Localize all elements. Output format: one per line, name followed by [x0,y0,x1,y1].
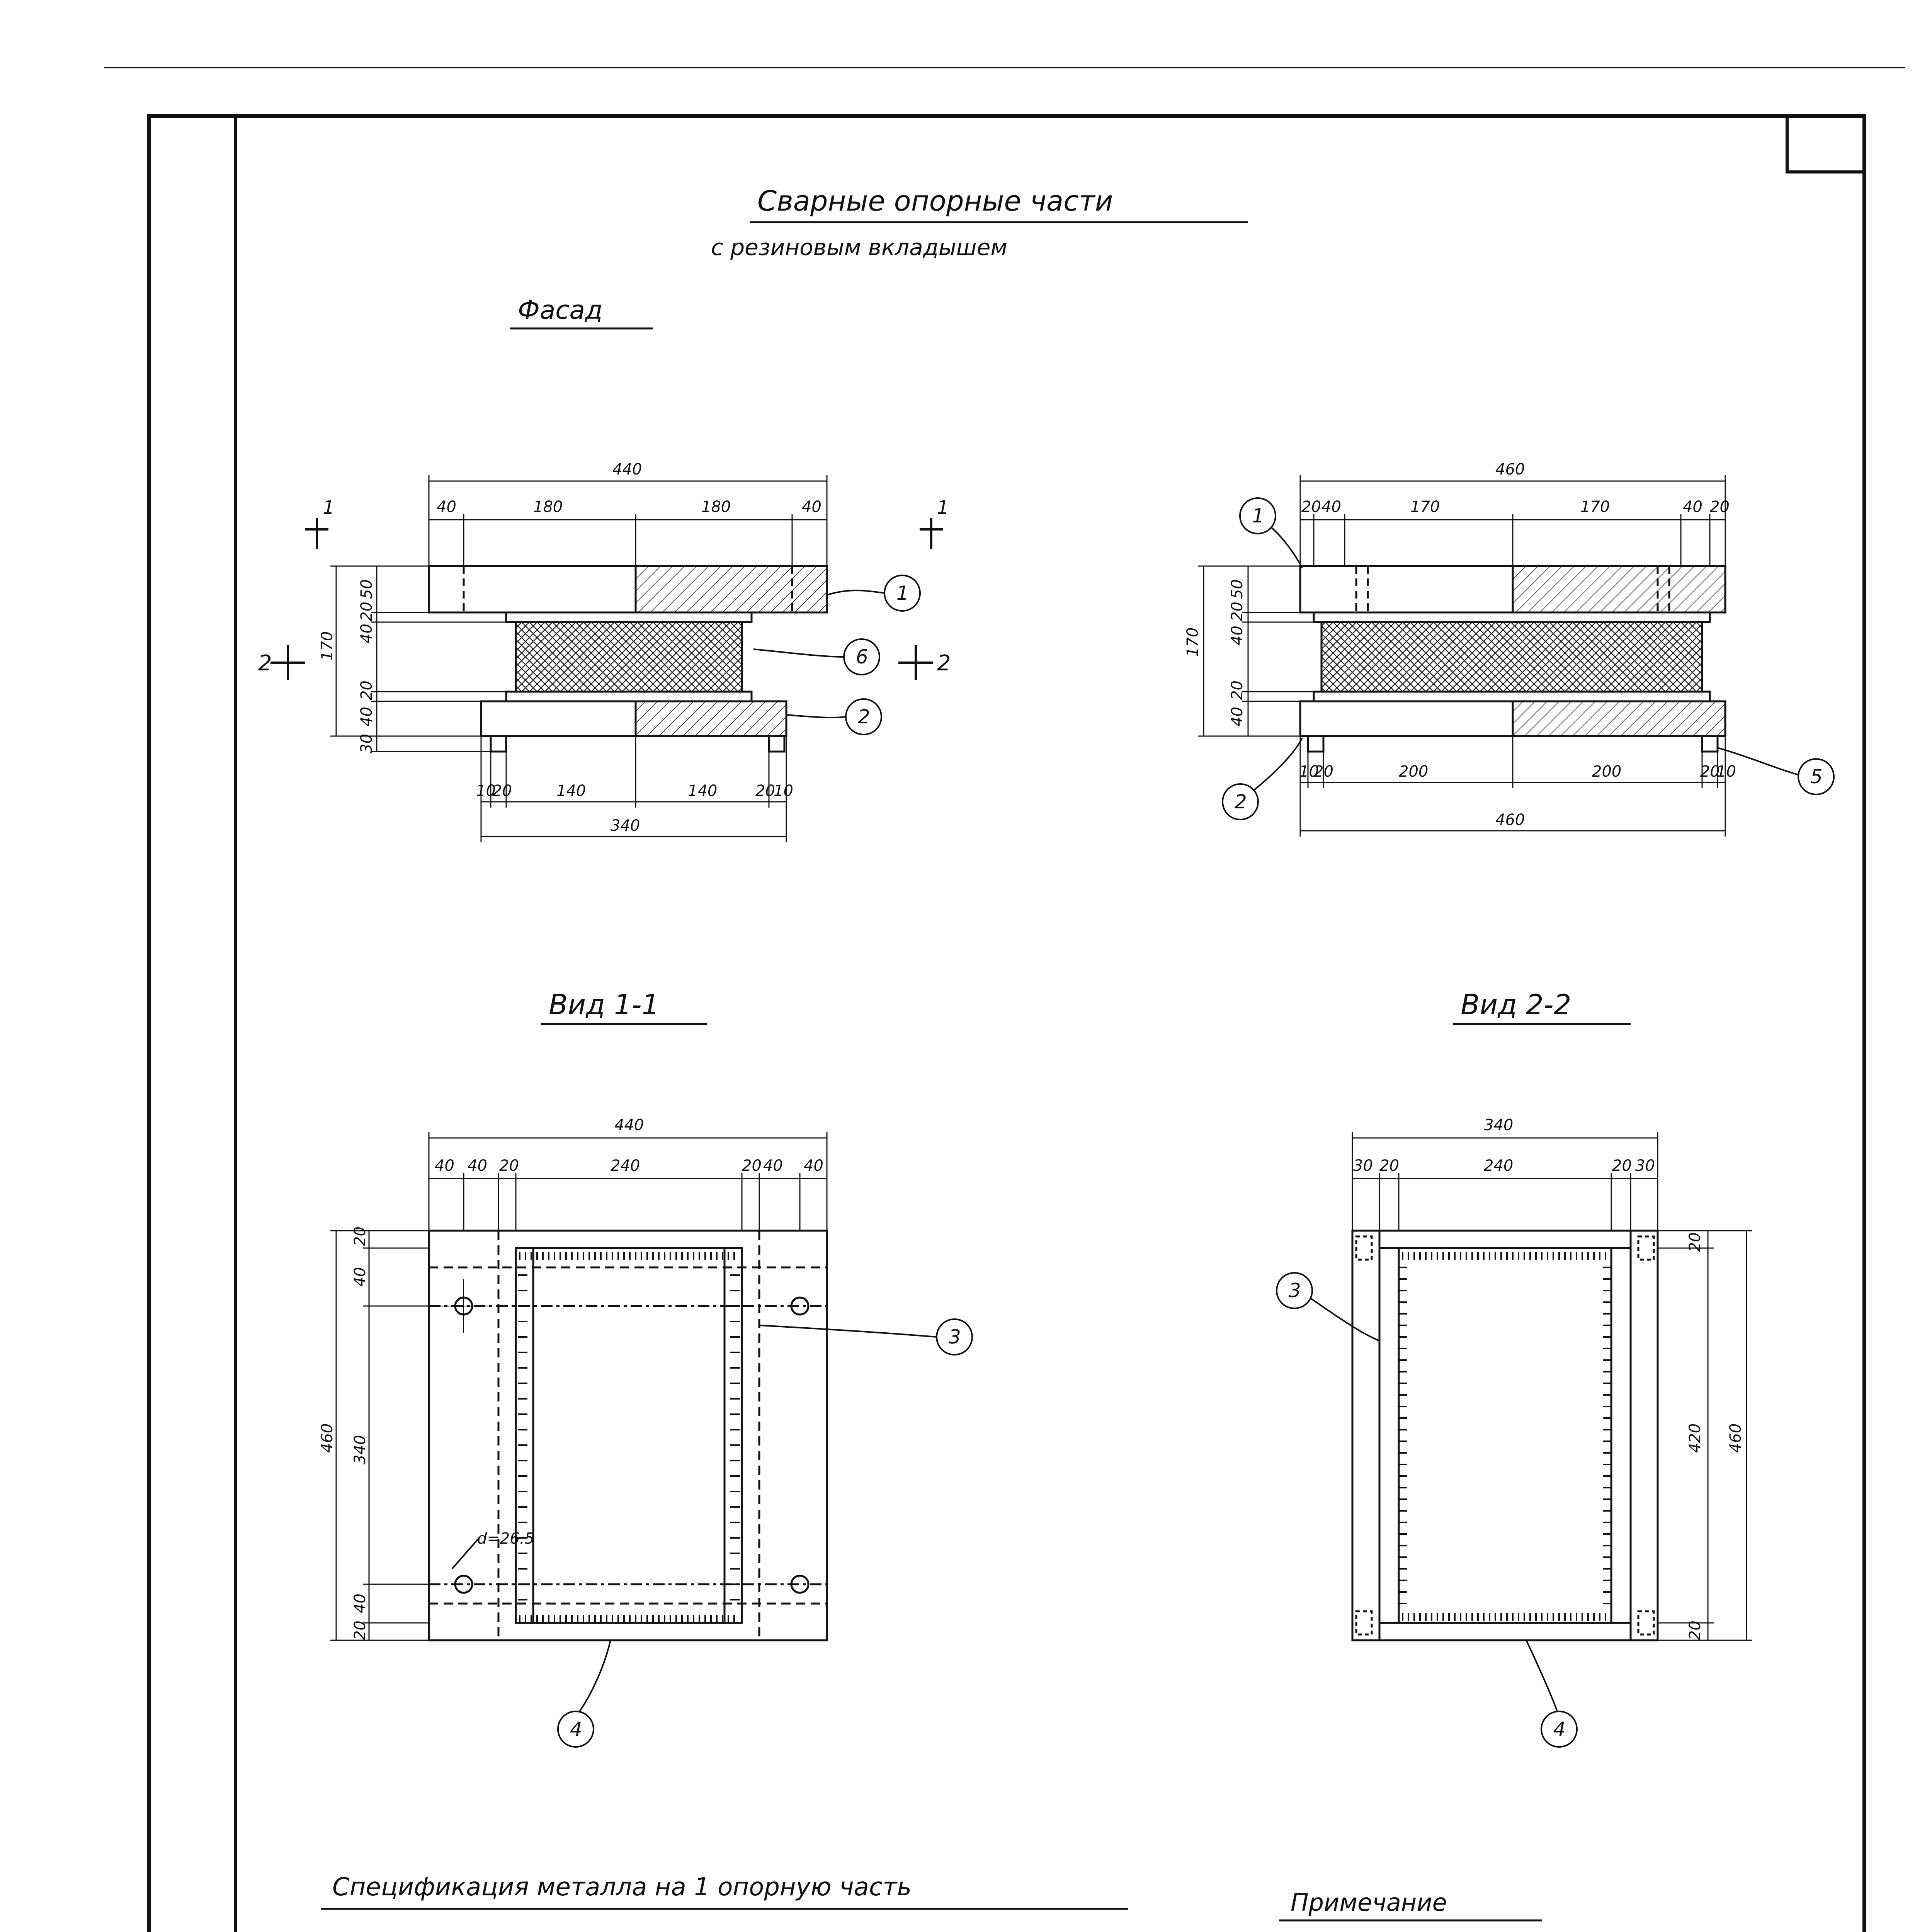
dim-label: 140 [688,782,718,800]
dim-label: 340 [1484,1116,1514,1134]
callout-label: 4 [570,1718,582,1740]
facade-right-drawing [1300,566,1725,752]
dim-label: 40 [1228,707,1246,726]
dim-label: 20 [358,680,376,700]
view-2-drawing [1352,1231,1658,1640]
dim-label: 460 [1495,461,1525,478]
dim-label: 20 [1700,763,1720,781]
dim-label: 20 [351,1621,369,1640]
dim-label: 460 [318,1423,336,1453]
view-1-callouts [558,1319,972,1747]
spec-title: Спецификация металла на 1 опорную часть [332,1873,912,1901]
dim-label: 20 [1612,1157,1632,1175]
dim-label: 50 [1228,579,1246,599]
dim-label: 420 [1686,1423,1704,1453]
dim-label: 40 [437,498,456,516]
section-mark-label: 2 [258,651,272,676]
dim-label: 170 [1580,498,1610,516]
dim-label: 20 [351,1226,369,1246]
dim-label: 20 [755,782,775,800]
dim-label: 200 [1592,763,1622,781]
dim-label: 20 [1379,1157,1399,1175]
dim-label: 40 [804,1157,823,1175]
callout-label: 2 [858,706,870,728]
sheet-title-line2: с резиновым вкладышем [711,234,1008,260]
dim-label: 180 [533,498,563,516]
facade-left-drawing [429,566,827,752]
dim-label: 40 [1321,498,1341,516]
callout-label: 4 [1553,1718,1566,1740]
view-1-weld-ticks [518,1252,740,1623]
dim-label: 240 [1484,1157,1514,1175]
dim-label: 20 [1686,1232,1704,1252]
dim-label: 10 [476,782,496,800]
dim-label: 440 [612,461,642,478]
dim-label: 20 [1686,1621,1704,1640]
hole-diameter-label: d=26.5 [477,1530,534,1548]
note-heading: Примечание [1291,1888,1447,1917]
view-2-dimensions [1352,1132,1752,1640]
sheet-title-line1: Сварные опорные части [757,185,1113,217]
dim-label: 140 [556,782,586,800]
callout-label: 3 [949,1326,961,1348]
dim-label: 20 [1301,498,1321,516]
view-2-callouts [1277,1273,1577,1747]
view-1-drawing [429,1231,827,1640]
facade-heading: Фасад [518,295,603,325]
dim-label: 460 [1495,811,1525,829]
dim-label: 40 [351,1594,369,1613]
section-mark-label: 1 [323,497,335,519]
callout-label: 1 [1252,505,1264,527]
dim-label: 40 [1683,498,1702,516]
dim-label: 460 [1727,1423,1745,1453]
dim-label: 20 [1314,763,1333,781]
view-1-dimensions [330,1132,827,1640]
dim-label: 170 [1410,498,1440,516]
callout-label: 3 [1289,1279,1301,1302]
callout-label: 5 [1810,765,1823,788]
view-2-heading: Вид 2-2 [1461,988,1571,1021]
dim-label: 30 [1635,1157,1655,1175]
dim-label: 440 [614,1116,644,1134]
dim-label: 170 [1184,627,1202,657]
dim-label: 30 [358,734,376,753]
view-1-heading: Вид 1-1 [549,988,660,1021]
dim-label: 20 [1228,680,1246,700]
section-mark-label: 1 [937,497,949,519]
dim-label: 50 [358,579,376,599]
dim-label: 20 [1228,602,1246,621]
view-1-dim-labels [318,1116,823,1640]
dim-label: 200 [1399,763,1429,781]
dim-label: 170 [318,631,336,661]
dim-label: 10 [1716,763,1736,781]
dim-label: 40 [802,498,821,516]
callout-label: 1 [896,582,909,604]
section-mark-label: 2 [937,651,951,676]
dim-label: 40 [468,1157,487,1175]
dim-label: 40 [1228,626,1246,645]
dim-label: 40 [358,624,376,643]
dim-label: 40 [763,1157,783,1175]
dim-label: 40 [435,1157,454,1175]
dim-label: 340 [351,1435,369,1464]
callout-label: 2 [1235,791,1247,813]
dim-label: 20 [1710,498,1730,516]
dim-label: 20 [358,602,376,621]
sheet-frame [66,68,1905,1932]
view-2-dim-labels [1353,1116,1745,1640]
dim-label: 40 [351,1267,369,1287]
dim-label: 340 [611,817,640,835]
view-2-weld-ticks [1400,1252,1611,1621]
dim-label: 40 [358,707,376,726]
dim-label: 20 [492,782,512,800]
dim-label: 20 [742,1157,762,1175]
dim-label: 10 [774,782,793,800]
dim-label: 10 [1299,763,1319,781]
dim-label: 240 [611,1157,640,1175]
dim-label: 20 [499,1157,519,1175]
callout-label: 6 [856,646,868,668]
dim-label: 180 [701,498,731,516]
dim-label: 30 [1353,1157,1373,1175]
